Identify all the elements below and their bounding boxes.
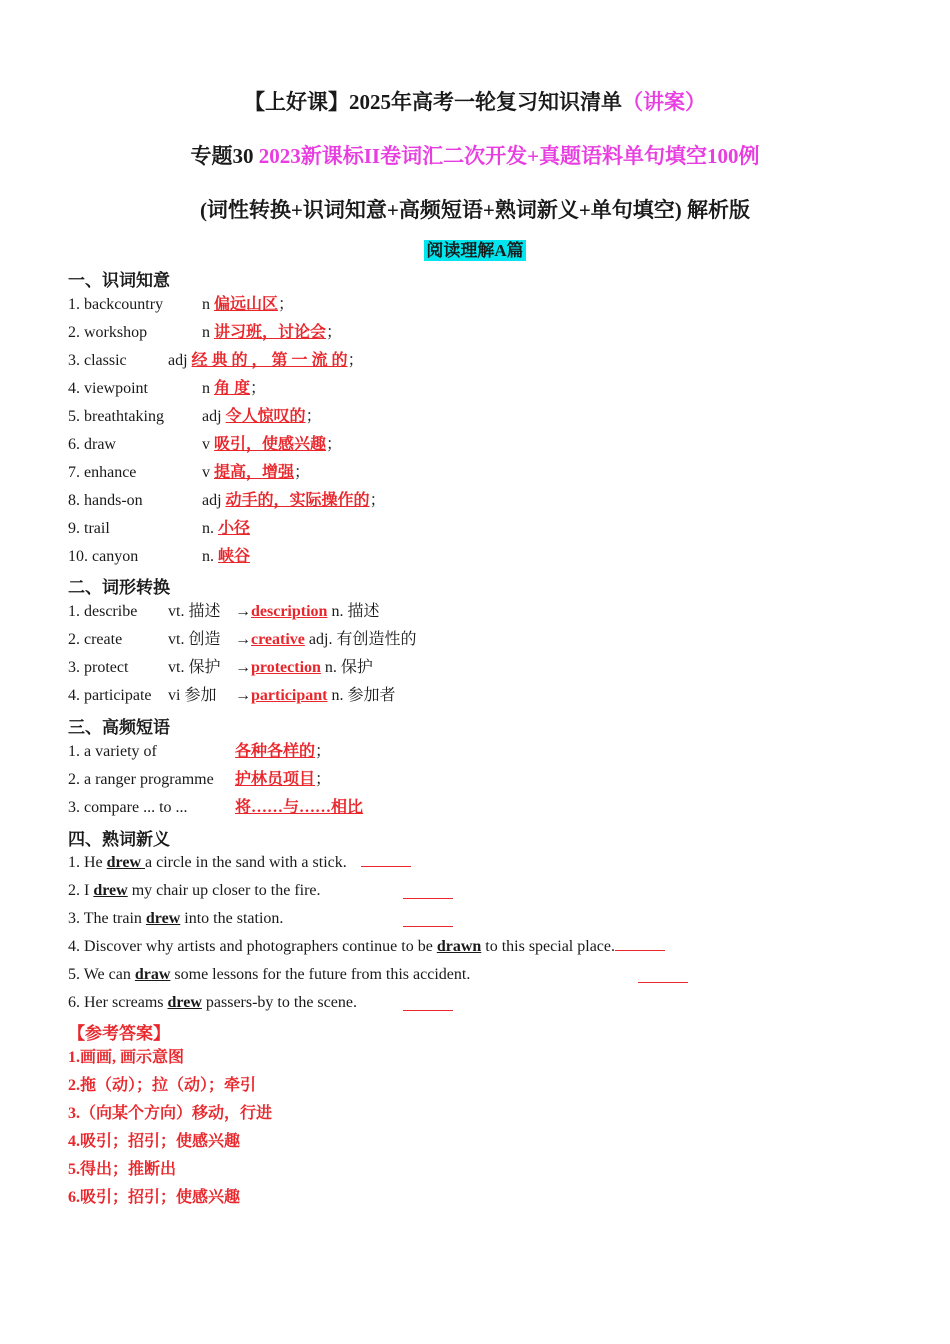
vocab-pos: n. <box>202 520 214 537</box>
sentence-key: drew <box>145 910 181 927</box>
derived-tail: n. 保护 <box>320 659 373 676</box>
vocab-word: 2. workshop <box>68 324 148 341</box>
vocab-meaning: 角 度 <box>214 380 251 397</box>
answer-item: 2.拖（动）；拉（动）；牵引 <box>68 1077 257 1094</box>
list-item <box>68 852 411 874</box>
base-word: 1. describe <box>68 603 138 620</box>
sentence-after: passers-by to the scene. <box>201 994 357 1011</box>
list-item <box>68 490 386 512</box>
answer-blank[interactable] <box>638 968 688 983</box>
base-word: 3. protect <box>68 659 129 676</box>
badge-wrap <box>0 236 950 261</box>
derived-answer: participant <box>251 687 328 704</box>
section4-heading: 四、熟词新义 <box>68 830 170 849</box>
sentence-after: some lessons for the future from this accident. <box>170 966 471 983</box>
phrase-answer: 各种各样的 <box>235 743 316 760</box>
vocab-word: 9. trail <box>68 520 110 537</box>
vocab-end: ； <box>294 464 311 481</box>
answer-blank[interactable] <box>403 884 453 899</box>
list-item <box>68 518 251 540</box>
vocab-word: 3. classic <box>68 352 127 369</box>
base-pos: vt. 保护 <box>168 659 221 676</box>
sentence-before: 1. He <box>68 854 107 871</box>
list-item <box>68 546 251 568</box>
title-line-2 <box>0 140 950 170</box>
title-line-1-main: 【上好课】2025年高考一轮复习知识清单 <box>244 90 622 114</box>
vocab-pos: v <box>202 464 210 481</box>
vocab-pos: adj <box>202 408 222 425</box>
sentence-key: drew <box>93 882 128 899</box>
vocab-meaning: 提高，增强 <box>214 464 295 481</box>
list-item <box>68 992 357 1014</box>
derived-answer: protection <box>251 659 321 676</box>
vocab-word: 8. hands-on <box>68 492 143 509</box>
base-word: 2. create <box>68 631 123 648</box>
list-item <box>68 629 417 651</box>
section1-heading: 一、识词知意 <box>68 271 170 290</box>
title-line-3: (词性转换+识词知意+高频短语+熟词新义+单句填空) 解析版 <box>199 198 751 222</box>
vocab-pos: adj <box>202 492 222 509</box>
title-line-1 <box>0 86 950 116</box>
phrase-answer: 护林员项目 <box>235 771 316 788</box>
answer-item: 3.（向某个方向）移动，行进 <box>68 1105 273 1122</box>
answer-blank[interactable] <box>403 996 453 1011</box>
list-item <box>68 350 364 372</box>
vocab-pos: n. <box>202 548 214 565</box>
sentence-key: drew <box>167 994 202 1011</box>
phrase: 2. a ranger programme <box>68 771 214 788</box>
vocab-meaning: 偏远山区 <box>214 296 279 313</box>
list-item <box>68 294 295 316</box>
vocab-end: ； <box>305 408 322 425</box>
vocab-end: ； <box>326 436 343 453</box>
base-word: 4. participate <box>68 687 152 704</box>
base-pos: vt. 创造 <box>168 631 221 648</box>
list-item <box>68 322 343 344</box>
vocab-pos: n <box>202 296 210 313</box>
list-item <box>68 601 380 623</box>
title-line-2-pink: 2023新课标II卷词汇二次开发+真题语料单句填空100例 <box>258 144 760 168</box>
vocab-word: 5. breathtaking <box>68 408 164 425</box>
vocab-end: ； <box>326 324 343 341</box>
vocab-meaning: 峡谷 <box>218 548 251 565</box>
derived-answer: creative <box>251 631 305 648</box>
vocab-word: 1. backcountry <box>68 296 164 313</box>
vocab-meaning: 动手的，实际操作的 <box>225 492 370 509</box>
answer-item: 5.得出；推断出 <box>68 1161 177 1178</box>
vocab-word: 4. viewpoint <box>68 380 148 397</box>
list-item <box>68 434 343 456</box>
vocab-meaning: 吸引，使感兴趣 <box>214 436 327 453</box>
vocab-pos: adj <box>168 352 188 369</box>
vocab-word: 7. enhance <box>68 464 137 481</box>
vocab-meaning: 讲习班，讨论会 <box>214 324 327 341</box>
list-item <box>68 908 283 930</box>
section2-heading: 二、词形转换 <box>68 578 170 597</box>
phrase-end: ； <box>315 743 332 760</box>
list-item <box>68 406 322 428</box>
vocab-word: 10. canyon <box>68 548 139 565</box>
answers-heading: 【参考答案】 <box>68 1024 170 1043</box>
answer-blank[interactable] <box>403 912 453 927</box>
list-item <box>68 880 321 902</box>
sentence-after: into the station. <box>180 910 284 927</box>
list-item <box>68 685 396 707</box>
vocab-pos: v <box>202 436 210 453</box>
vocab-end: ； <box>347 352 364 369</box>
phrase-answer: 将……与……相比 <box>235 799 364 816</box>
section-badge: 阅读理解A篇 <box>426 241 524 260</box>
sentence-before: 5. We can <box>68 966 135 983</box>
title-line-1-pink: （讲案） <box>622 90 706 114</box>
list-item <box>68 657 373 679</box>
list-item <box>68 936 665 958</box>
vocab-end: ； <box>369 492 386 509</box>
sentence-after: a circle in the sand with a stick. <box>145 854 347 871</box>
vocab-end: ； <box>250 380 267 397</box>
sentence-after: to this special place. <box>481 938 615 955</box>
list-item <box>68 797 364 819</box>
sentence-before: 2. I <box>68 882 94 899</box>
vocab-word: 6. draw <box>68 436 116 453</box>
derived-answer: description <box>251 603 328 620</box>
phrase-end: ； <box>315 771 332 788</box>
arrow: → <box>235 659 251 676</box>
answer-item: 1.画画, 画示意图 <box>68 1049 185 1066</box>
derived-tail: n. 描述 <box>327 603 380 620</box>
answer-blank[interactable] <box>361 852 411 867</box>
sentence-after: my chair up closer to the fire. <box>127 882 321 899</box>
sentence-key: drawn <box>436 938 482 955</box>
derived-tail: adj. 有创造性的 <box>304 631 417 648</box>
answer-blank[interactable] <box>615 936 665 951</box>
sentence-before: 3. The train <box>68 910 146 927</box>
list-item <box>68 769 332 791</box>
phrase: 1. a variety of <box>68 743 157 760</box>
answer-item: 4.吸引；招引；使感兴趣 <box>68 1133 241 1150</box>
arrow: → <box>235 603 251 620</box>
arrow: → <box>235 687 251 704</box>
section3-heading: 三、高频短语 <box>68 718 170 737</box>
base-pos: vi 参加 <box>168 687 217 704</box>
base-pos: vt. 描述 <box>168 603 221 620</box>
vocab-meaning: 小径 <box>218 520 251 537</box>
title-line-2-main: 专题30 <box>190 144 259 168</box>
list-item <box>68 741 332 763</box>
vocab-pos: n <box>202 324 210 341</box>
list-item <box>68 964 470 986</box>
list-item <box>68 378 267 400</box>
vocab-end: ； <box>278 296 295 313</box>
sentence-before: 4. Discover why artists and photographers continue to be <box>68 938 437 955</box>
arrow: → <box>235 631 251 648</box>
answer-item: 6.吸引；招引；使感兴趣 <box>68 1189 241 1206</box>
vocab-meaning: 经 典 的 ， 第 一 流 的 <box>191 352 348 369</box>
vocab-pos: n <box>202 380 210 397</box>
list-item <box>68 462 311 484</box>
derived-tail: n. 参加者 <box>327 687 396 704</box>
sentence-key: draw <box>134 966 171 983</box>
sentence-before: 6. Her screams <box>68 994 168 1011</box>
vocab-meaning: 令人惊叹的 <box>225 408 306 425</box>
phrase: 3. compare ... to ... <box>68 799 188 816</box>
sentence-key: drew <box>106 854 146 871</box>
